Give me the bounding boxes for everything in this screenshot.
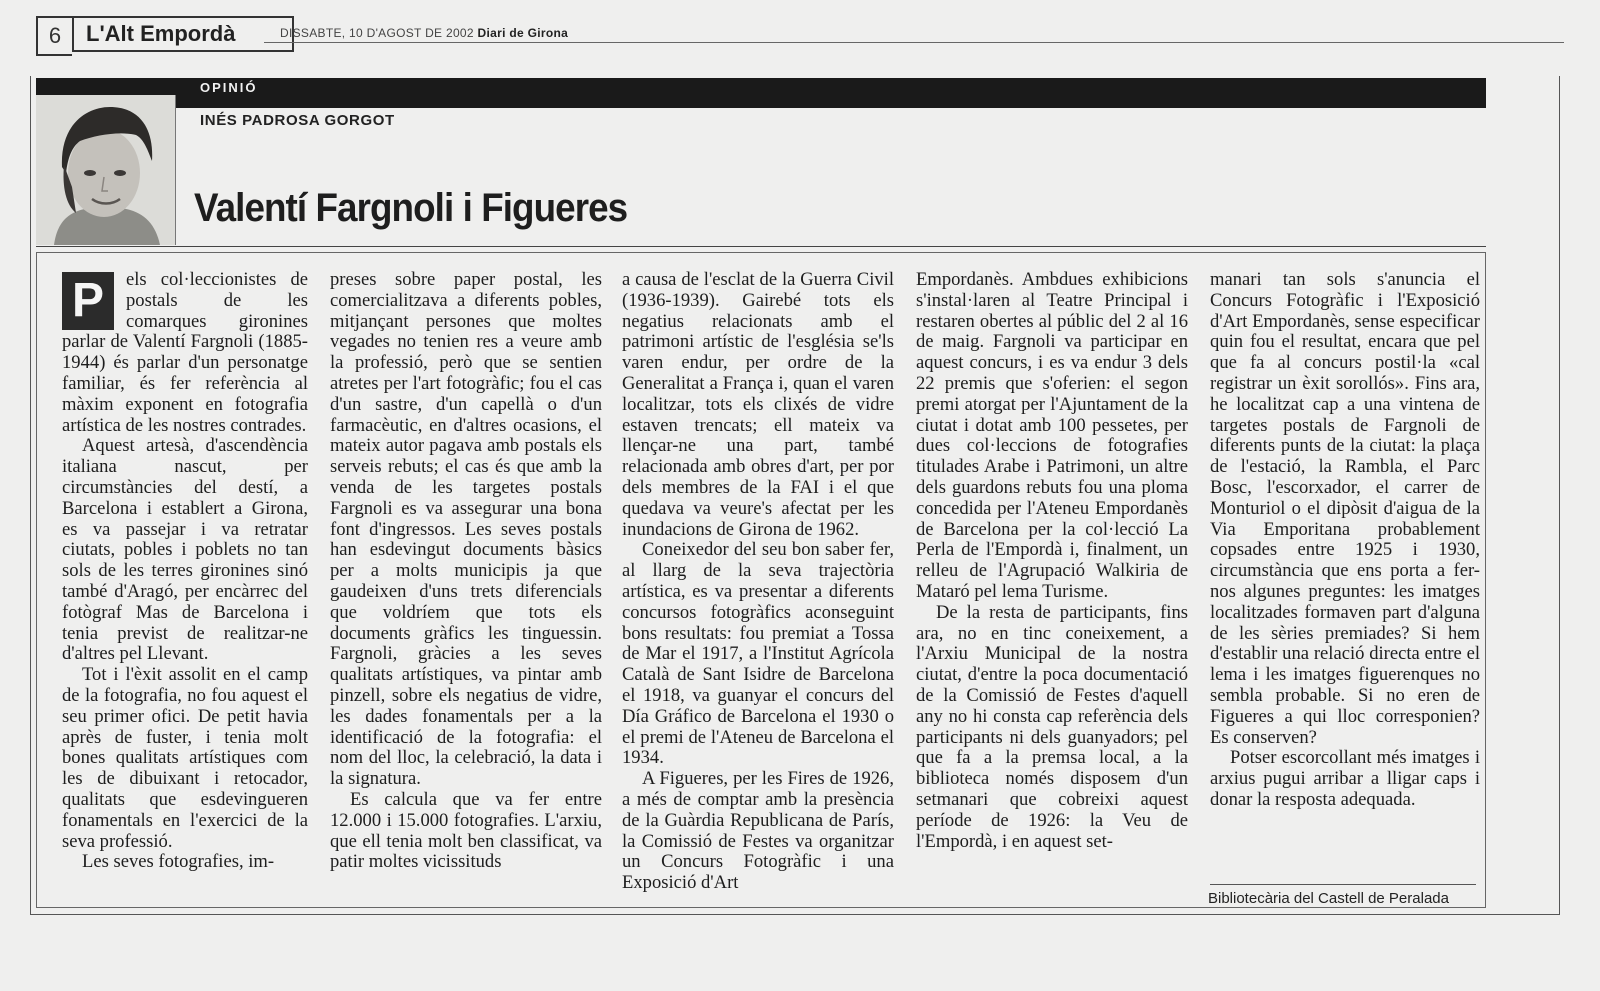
paragraph: Potser escorcollant més imatges i arxius pugui arribar a lligar caps i donar la resposta adequada. (1210, 747, 1480, 810)
headline-rule (36, 246, 1486, 247)
masthead (30, 12, 1590, 56)
author-photo (36, 95, 176, 245)
section-title: L'Alt Empordà (72, 16, 294, 52)
dropcap: P (62, 272, 114, 330)
paragraph: Coneixedor del seu bon saber fer, al llarg de la seva trajectòria artística, es va presentar a diferents concursos fotogràfics aconseguint bons resultats: fou premiat a Tossa de Mar el 1917, a l'Institut Agrícola Català de Sant Isidre de Barcelona el 1918, va guanyar el concurs del Día Gráfico de Barcelona el 1930 o el premi de l'Ateneu de Barcelona el 1934. (622, 539, 894, 769)
article-column-4 (916, 270, 1188, 852)
paragraph: P els col·leccionistes de postals de les comarques gironines parlar de Valentí Fargnoli (1885-1944) és parlar d'un personatge familiar, és fer referència al màxim exponent en fotografia artística de les nostres contrades. (62, 269, 308, 436)
author-name: INÉS PADROSA GORGOT (200, 112, 395, 129)
article-column-1 (62, 270, 308, 873)
article-column-5 (1210, 270, 1480, 811)
date: DISSABTE, 10 D'AGOST DE 2002 (280, 26, 474, 40)
dateline (280, 26, 568, 40)
paragraph: Tot i l'èxit assolit en el camp de la fotografia, no fou aquest el seu primer ofici. De petit havia après de fuster, i tenia molt bones qualitats artístiques com les de dibuixant i retocador, qualitats que esdevingueren fonamentals en l'exercici de la seva professió. (62, 664, 308, 852)
category-label: OPINIÓ (200, 80, 258, 95)
headline: Valentí Fargnoli i Figueres (194, 186, 628, 230)
article-column-3 (622, 270, 894, 894)
masthead-rule (264, 42, 1564, 43)
article-column-2 (330, 270, 602, 873)
newspaper-name: Diari de Girona (477, 26, 569, 40)
paragraph: A Figueres, per les Fires de 1926, a més de comptar amb la presència de la Guàrdia Republicana de París, la Comissió de Festes va organitzar un Concurs Fotogràfic i una Exposició d'Art (622, 768, 894, 894)
paragraph: manari tan sols s'anuncia el Concurs Fotogràfic i l'Exposició d'Art Empordanès, sense especificar quin fou el resultat, encara que pel que fa al concurs postil·la «cal registrar un èxit sorollós». Fins ara, he localitzat cap a una vintena de targetes postals de Fargnoli de diferents punts de la ciutat: la plaça de l'estació, la Rambla, el Parc Bosc, l'escorxador, el carrer de Monturiol o el dipòsit d'aigua de la Via Emporitana probablement copsades entre 1925 i 1930, circumstància que ens porta a fer-nos algunes preguntes: les imatges localitzades formaven part d'alguna de les sèries premiades? Si hem d'establir una relació directa entre el lema i les imatges figuerenques no sembla probable. Si no eren de Figueres a qui lloc corresponien? Es conserven? (1210, 269, 1480, 748)
paragraph: De la resta de participants, fins ara, no en tinc coneixement, a l'Arxiu Municipal de la nostra ciutat, d'entre la poca documentació de la Comissió de Festes d'aquell any no hi consta cap referència dels participants ni dels guanyadors; pel que fa a la premsa local, a la biblioteca només disposem d'un setmanari que cobreixi aquest període de 1926: la Veu de l'Empordà, i en aquest set- (916, 601, 1188, 852)
paragraph: preses sobre paper postal, les comercialitzava a diferents pobles, mitjançant persones que moltes vegades no tenien res a veure amb la professió, però que se sentien atretes per l'art fotogràfic; fou el cas d'un sastre, d'un capellà o d'un farmacèutic, en d'altres ocasions, el mateix autor pagava amb postals els serveis rebuts; el cas és que amb la venda de les targetes postals Fargnoli es va assegurar una bona font d'ingressos. Les seves postals han esdevingut documents bàsics per a molts municipis ja que gaudeixen d'uns trets diferencials que voldríem que tots els documents gràfics les tinguessin. Fargnoli, gràcies a les seves qualitats artístiques, va pintar amb pinzell, sobre els negatius de vidre, les dades fonamentals per a la identificació de la fotografia: el nom del lloc, la celebració, la data i la signatura. (330, 269, 602, 790)
paragraph: Es calcula que va fer entre 12.000 i 15.000 fotografies. L'arxiu, que ell tenia molt ben classificat, va patir moltes vicissituds (330, 788, 602, 873)
paragraph: Empordanès. Ambdues exhibicions s'instal·laren al Teatre Principal i restaren obertes al públic del 2 al 16 de maig. Fargnoli va participar en aquest concurs, i es va endur 3 dels 22 premis que s'oferien: el segon premi atorgat per l'Ajuntament de la ciutat i dotat amb 100 pessetes, per dues col·leccions de fotografies titulades Arabe i Patrimoni, un altre dels guardons rebuts fou una ploma concedida per l'Ateneu Empordanès de Barcelona per la col·lecció La Perla de l'Empordà i, finalment, un relleu de l'Agrupació Walkiria de Mataró pel lema Turisme. (916, 269, 1188, 602)
portrait-image (36, 95, 175, 245)
paragraph: Les seves fotografies, im- (82, 851, 275, 873)
page-number: 6 (36, 16, 72, 56)
paragraph: a causa de l'esclat de la Guerra Civil (1936-1939). Gairebé tots els negatius relacionats amb el patrimoni artístic de l'església se'ls varen endur, per ordre de la Generalitat a França i, quan el varen localitzar, tots els clixés de vidre estaven trencats; ell mateix va llençar-ne una part, també relacionada amb obres d'art, per por dels membres de la FAI i el que quedava va veure's afectat per les inundacions de Girona de 1962. (622, 269, 894, 540)
signature-rule (1210, 884, 1476, 885)
paragraph: Aquest artesà, d'ascendència italiana nascut, per circumstàncies del destí, a Barcelona i establert a Girona, es va passejar i va retratar ciutats, pobles i poblets no tan sols de les terres gironines sinó també d'Aragó, per encàrrec del fotògraf Mas de Barcelona i tenia previst de realitzar-ne d'altres pel Llevant. (62, 435, 308, 665)
author-signature: Bibliotecària del Castell de Peralada (1208, 890, 1449, 907)
